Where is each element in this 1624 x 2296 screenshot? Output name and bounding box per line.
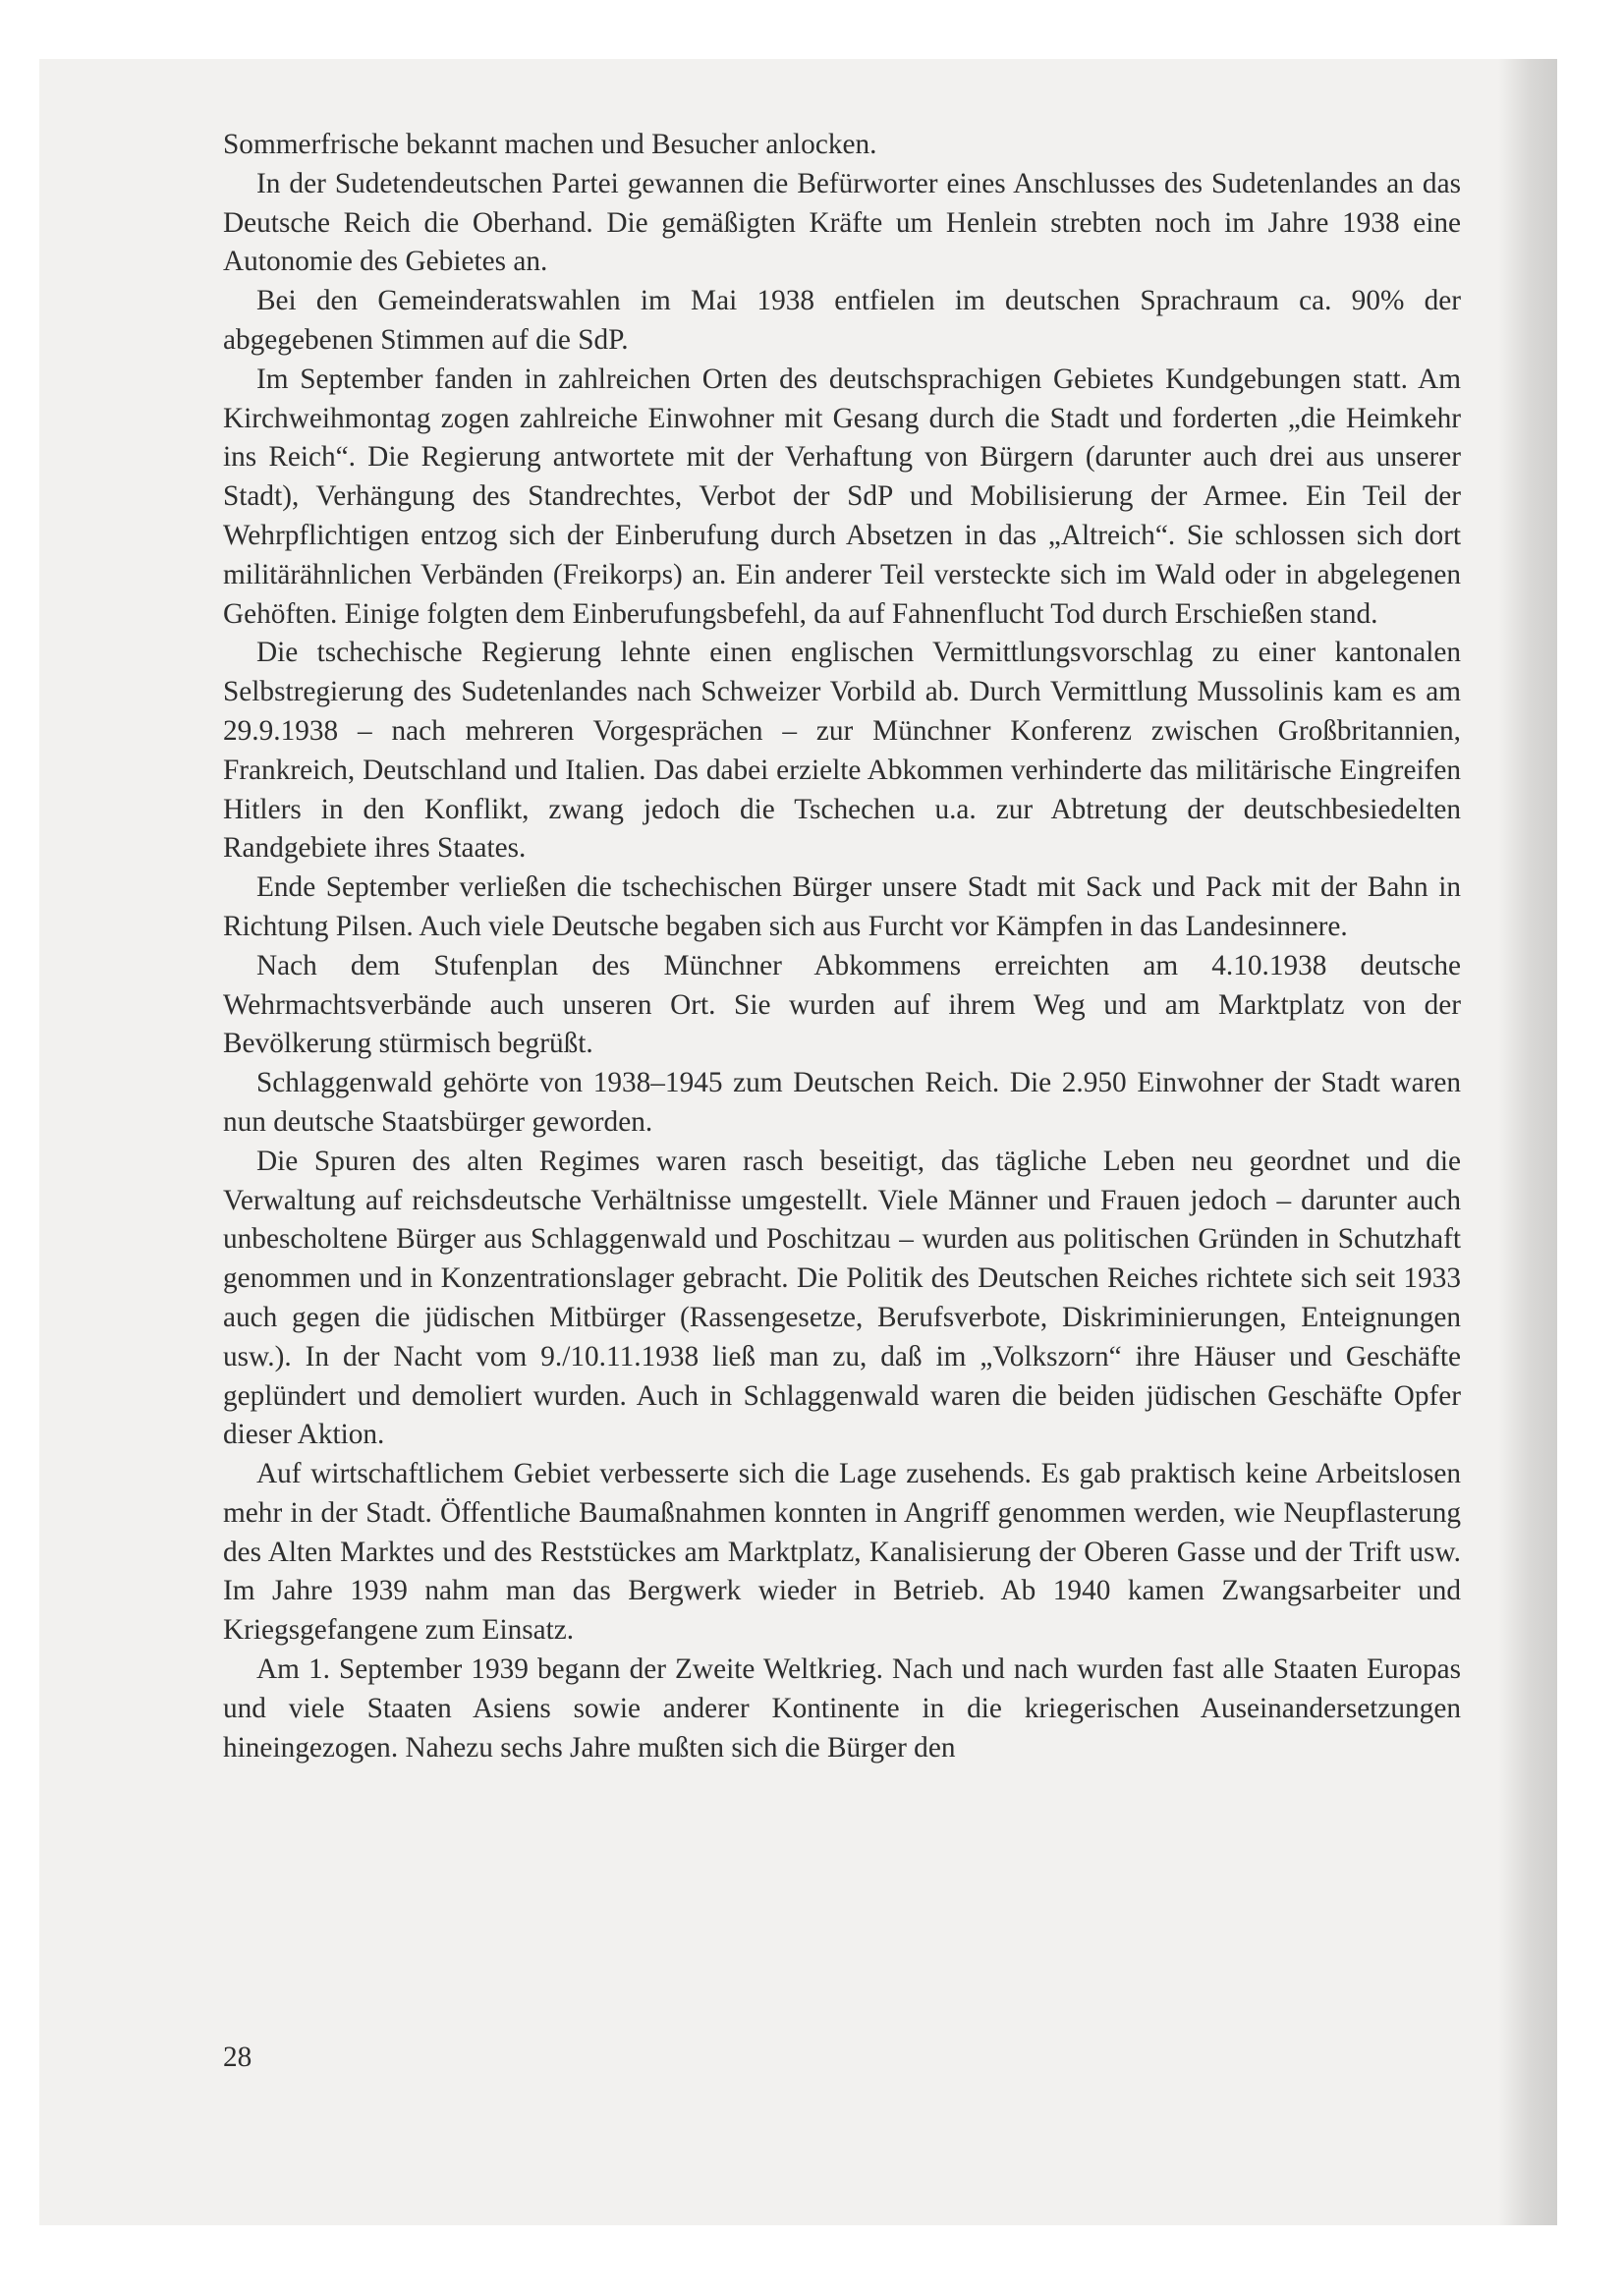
paragraph: Die tschechische Regierung lehnte einen englischen Vermittlungsvorschlag zu einer kantonalen Selbstregierung des Sudetenlandes nach Schweizer Vorbild ab. Durch Vermittlung Mussolinis kam es am 29.9.1938 – nach mehreren Vorgesprächen – zur Münchner Konferenz zwischen Großbritannien, Frankreich, Deutschland und Italien. Das dabei erzielte Abkommen verhinderte das militärische Eingreifen Hitlers in den Konflikt, zwang jedoch die Tschechen u.a. zur Abtretung der deutschbesiedelten Randgebiete ihres Staates. [223,637,1461,865]
page-number: 28 [223,2042,252,2073]
body-text [223,126,1461,1767]
paragraph: In der Sudetendeutschen Partei gewannen die Befürworter eines Anschlusses des Sudetenlandes an das Deutsche Reich die Oberhand. Die gemäßigten Kräfte um Henlein strebten noch im Jahre 1938 eine Autonomie des Gebietes an. [223,167,1461,278]
paragraph: Ende September verließen die tschechischen Bürger unsere Stadt mit Sack und Pack mit der Bahn in Richtung Pilsen. Auch viele Deutsche begaben sich aus Furcht vor Kämpfen in das Landesinnere. [223,871,1461,942]
paragraph: Nach dem Stufenplan des Münchner Abkommens erreichten am 4.10.1938 deutsche Wehrmachtsverbände auch unseren Ort. Sie wurden auf ihrem Weg und am Marktplatz von der Bevölkerung stürmisch begrüßt. [223,949,1461,1060]
paragraph: Auf wirtschaftlichem Gebiet verbesserte sich die Lage zusehends. Es gab praktisch keine Arbeitslosen mehr in der Stadt. Öffentliche Baumaßnahmen konnten in Angriff genommen werden, wie Neupflasterung des Alten Marktes und des Reststückes am Marktplatz, Kanalisierung der Oberen Gasse und der Trift usw. Im Jahre 1939 nahm man das Bergwerk wieder in Betrieb. Ab 1940 kamen Zwangsarbeiter und Kriegsgefangene zum Einsatz. [223,1458,1461,1647]
paragraph: Am 1. September 1939 begann der Zweite Weltkrieg. Nach und nach wurden fast alle Staaten Europas und viele Staaten Asiens sowie anderer Kontinente in die kriegerischen Auseinandersetzungen hineingezogen. Nahezu sechs Jahre mußten sich die Bürger den [223,1653,1461,1764]
paragraph: Bei den Gemeinderatswahlen im Mai 1938 entfielen im deutschen Sprachraum ca. 90% der abgegebenen Stimmen auf die SdP. [223,285,1461,356]
paragraph: Schlaggenwald gehörte von 1938–1945 zum Deutschen Reich. Die 2.950 Einwohner der Stadt waren nun deutsche Staatsbürger geworden. [223,1067,1461,1138]
paragraph: Die Spuren des alten Regimes waren rasch beseitigt, das tägliche Leben neu geordnet und die Verwaltung auf reichsdeutsche Verhältnisse umgestellt. Viele Männer und Frauen jedoch – darunter auch unbescholtene Bürger aus Schlaggenwald und Poschitzau – wurden aus politischen Gründen in Schutzhaft genommen und in Konzentrationslager gebracht. Die Politik des Deutschen Reiches richtete sich seit 1933 auch gegen die jüdischen Mitbürger (Rassengesetze, Berufsverbote, Diskriminierungen, Enteignungen usw.). In der Nacht vom 9./10.11.1938 ließ man zu, daß im „Volkszorn“ ihre Häuser und Geschäfte geplündert und demoliert wurden. Auch in Schlaggenwald waren die beiden jüdischen Geschäfte Opfer dieser Aktion. [223,1145,1461,1451]
paragraph: Sommerfrische bekannt machen und Besucher anlocken. [223,129,877,160]
paragraph: Im September fanden in zahlreichen Orten des deutschsprachigen Gebietes Kundgebungen statt. Am Kirchweihmontag zogen zahlreiche Einwohner mit Gesang durch die Stadt und forderten „die Heimkehr ins Reich“. Die Regierung antwortete mit der Verhaftung von Bürgern (darunter auch drei aus unserer Stadt), Verhängung des Standrechtes, Verbot der SdP und Mobilisierung der Armee. Ein Teil der Wehrpflichtigen entzog sich der Einberufung durch Absetzen in das „Altreich“. Sie schlossen sich dort militärähnlichen Verbänden (Freikorps) an. Ein anderer Teil versteckte sich im Wald oder in abgelegenen Gehöften. Einige folgten dem Einberufungsbefehl, da auf Fahnenflucht Tod durch Erschießen stand. [223,363,1461,630]
page-edge-shadow [1498,59,1557,2225]
